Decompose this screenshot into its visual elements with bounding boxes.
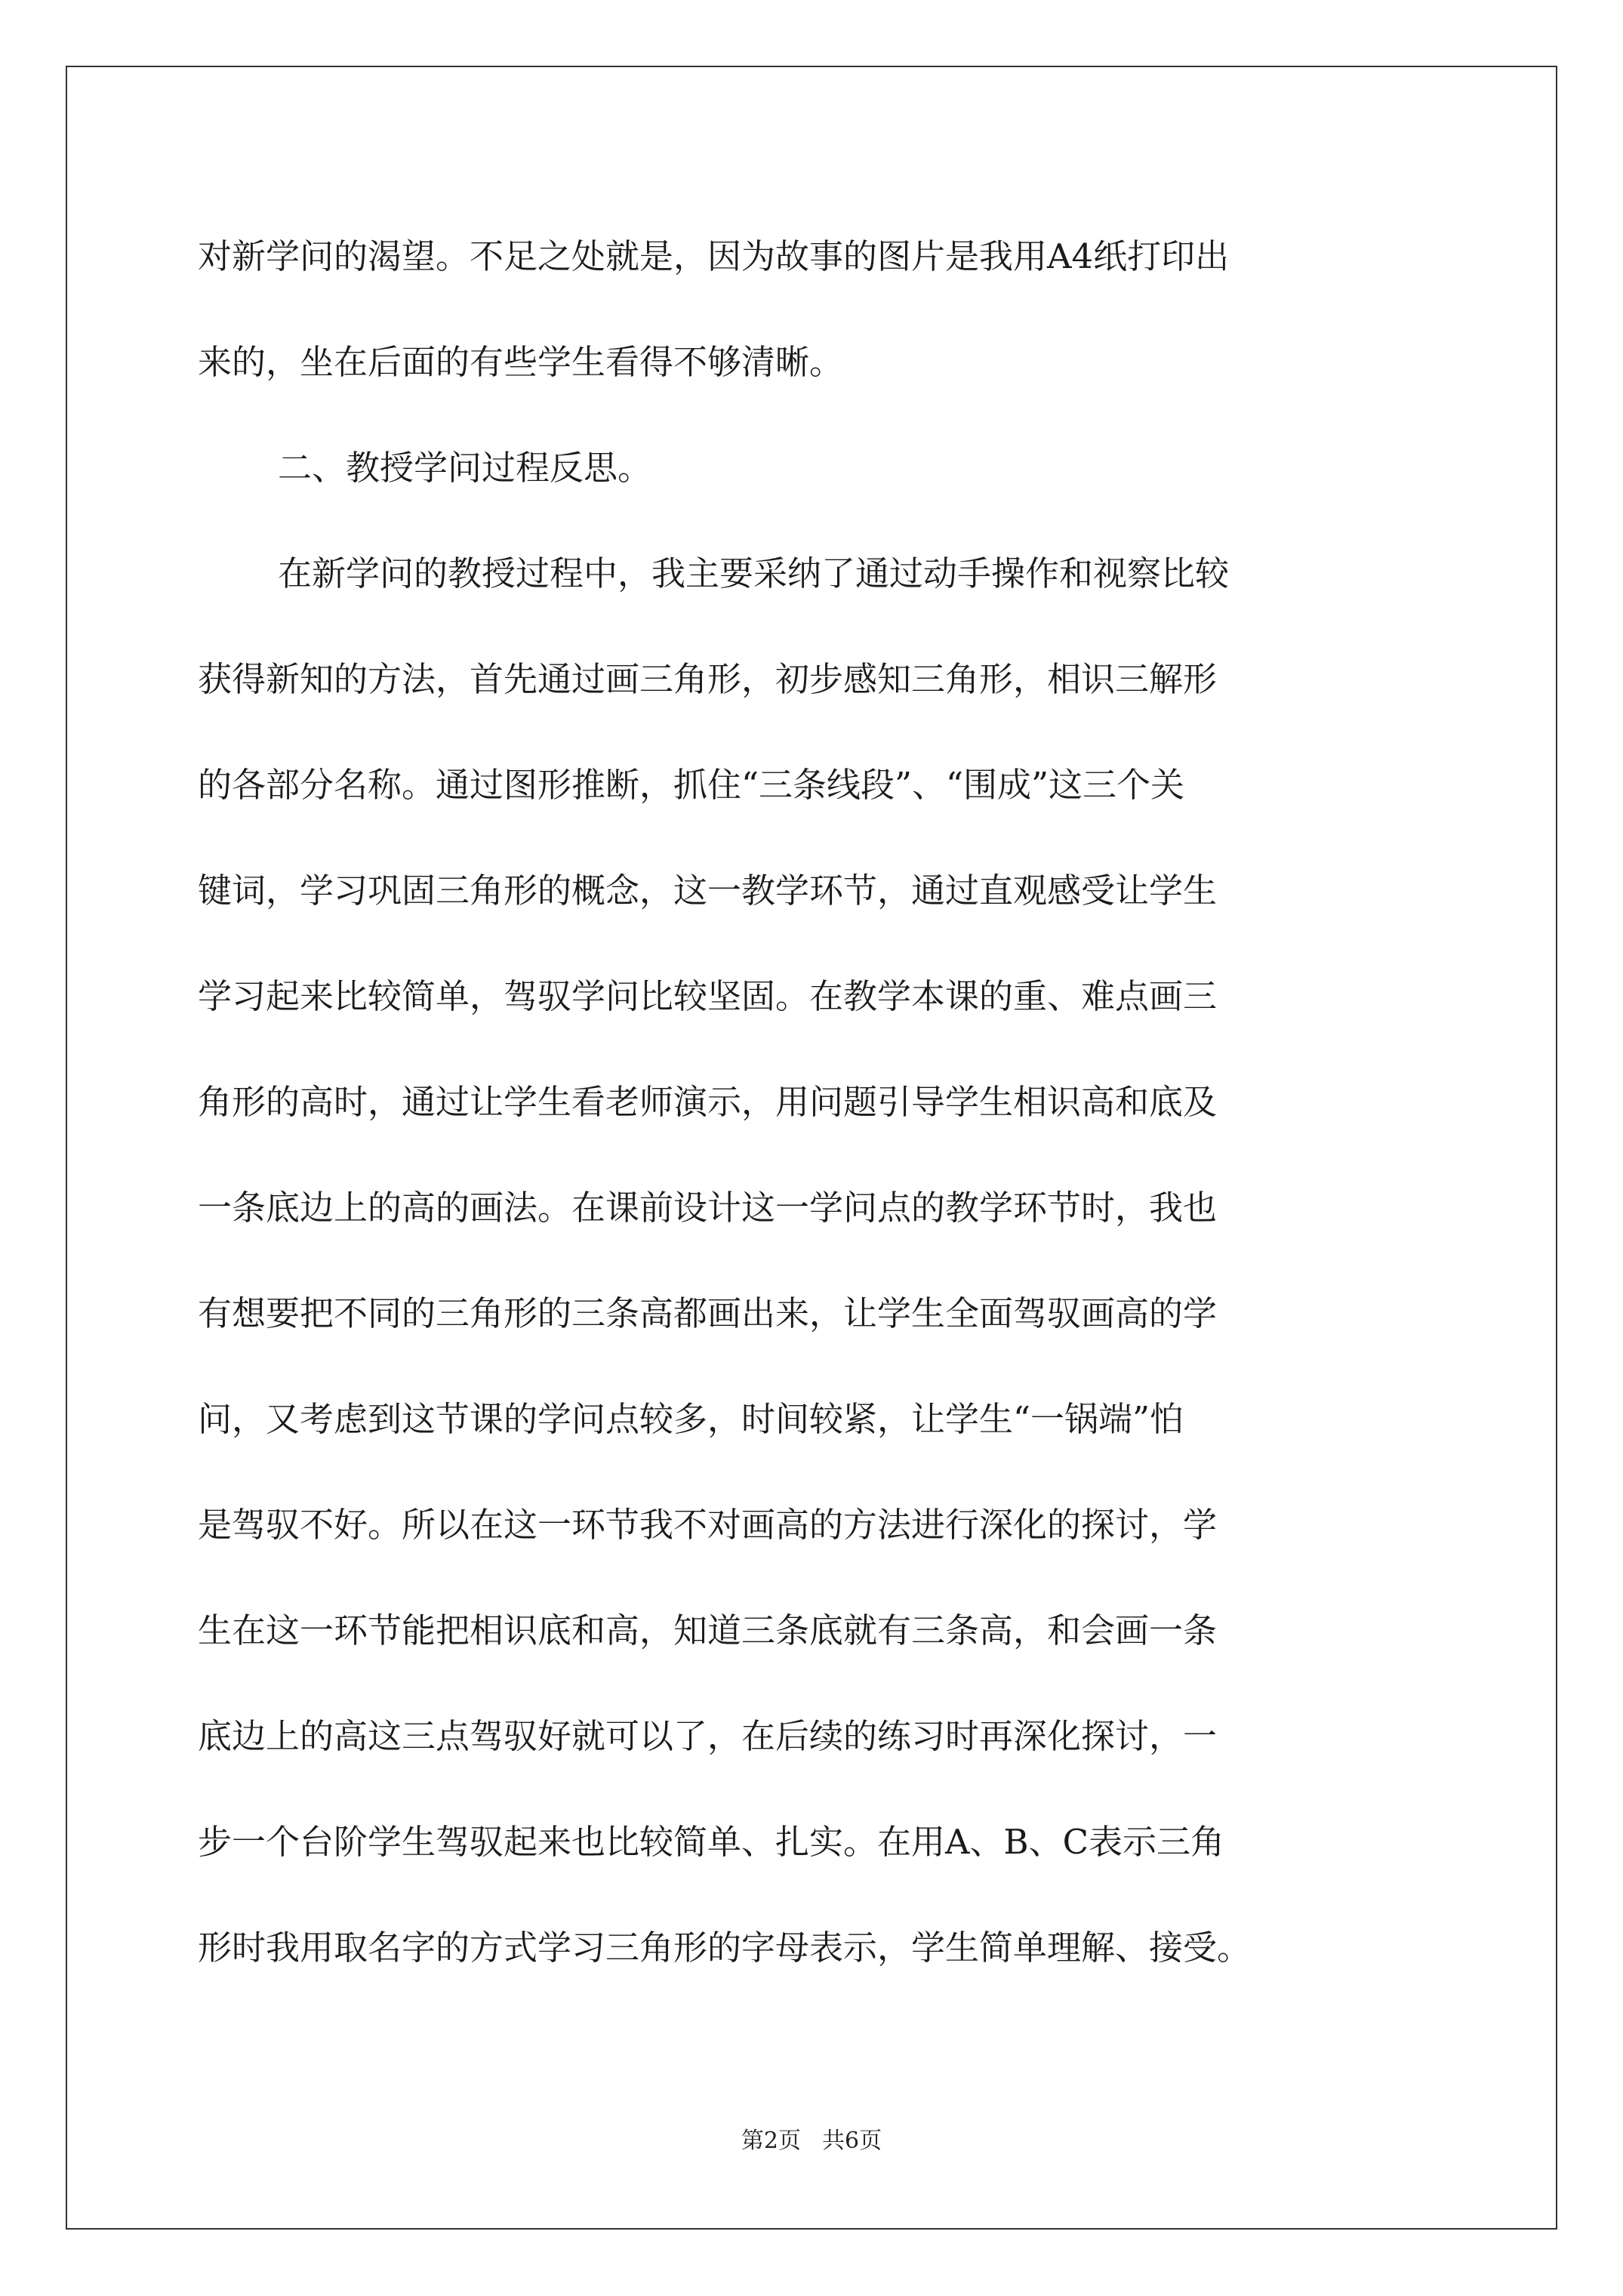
section-heading: 二、教授学问过程反思。 [278, 448, 652, 488]
text-line: 生在这一环节能把相识底和高，知道三条底就有三条高，和会画一条 [198, 1610, 1218, 1650]
text-line: 问，又考虑到这节课的学问点较多，时间较紧，让学生“一锅端”怕 [198, 1399, 1184, 1439]
page-number: 第2页 [741, 2128, 801, 2154]
document-body [198, 219, 1436, 2016]
text-line: 一条底边上的高的画法。在课前设计这一学问点的教学环节时，我也 [198, 1188, 1218, 1228]
text-line: 在新学问的教授过程中，我主要采纳了通过动手操作和视察比较 [278, 553, 1230, 593]
page-footer [0, 2126, 1623, 2156]
page-total: 共6页 [822, 2128, 882, 2154]
text-line: 步一个台阶学生驾驭起来也比较简单、扎实。在用A、B、C表示三角 [198, 1822, 1224, 1862]
text-line: 键词，学习巩固三角形的概念，这一教学环节，通过直观感受让学生 [198, 871, 1218, 911]
text-line: 有想要把不同的三角形的三条高都画出来，让学生全面驾驭画高的学 [198, 1293, 1218, 1333]
text-line: 形时我用取名字的方式学习三角形的字母表示，学生简单理解、接受。 [198, 1928, 1252, 1968]
text-line: 获得新知的方法，首先通过画三角形，初步感知三角形，相识三解形 [198, 659, 1218, 699]
text-line: 角形的高时，通过让学生看老师演示，用问题引导学生相识高和底及 [198, 1082, 1218, 1122]
text-line: 来的，坐在后面的有些学生看得不够清晰。 [198, 342, 844, 382]
text-line: 对新学问的渴望。不足之处就是，因为故事的图片是我用A4纸打印出 [198, 236, 1230, 276]
text-line: 底边上的高这三点驾驭好就可以了，在后续的练习时再深化探讨，一 [198, 1716, 1218, 1756]
text-line: 学习起来比较简单，驾驭学问比较坚固。在教学本课的重、难点画三 [198, 976, 1218, 1016]
text-line: 的各部分名称。通过图形推断，抓住“三条线段”、“围成”这三个关 [198, 765, 1185, 805]
text-line: 是驾驭不好。所以在这一环节我不对画高的方法进行深化的探讨，学 [198, 1505, 1218, 1545]
